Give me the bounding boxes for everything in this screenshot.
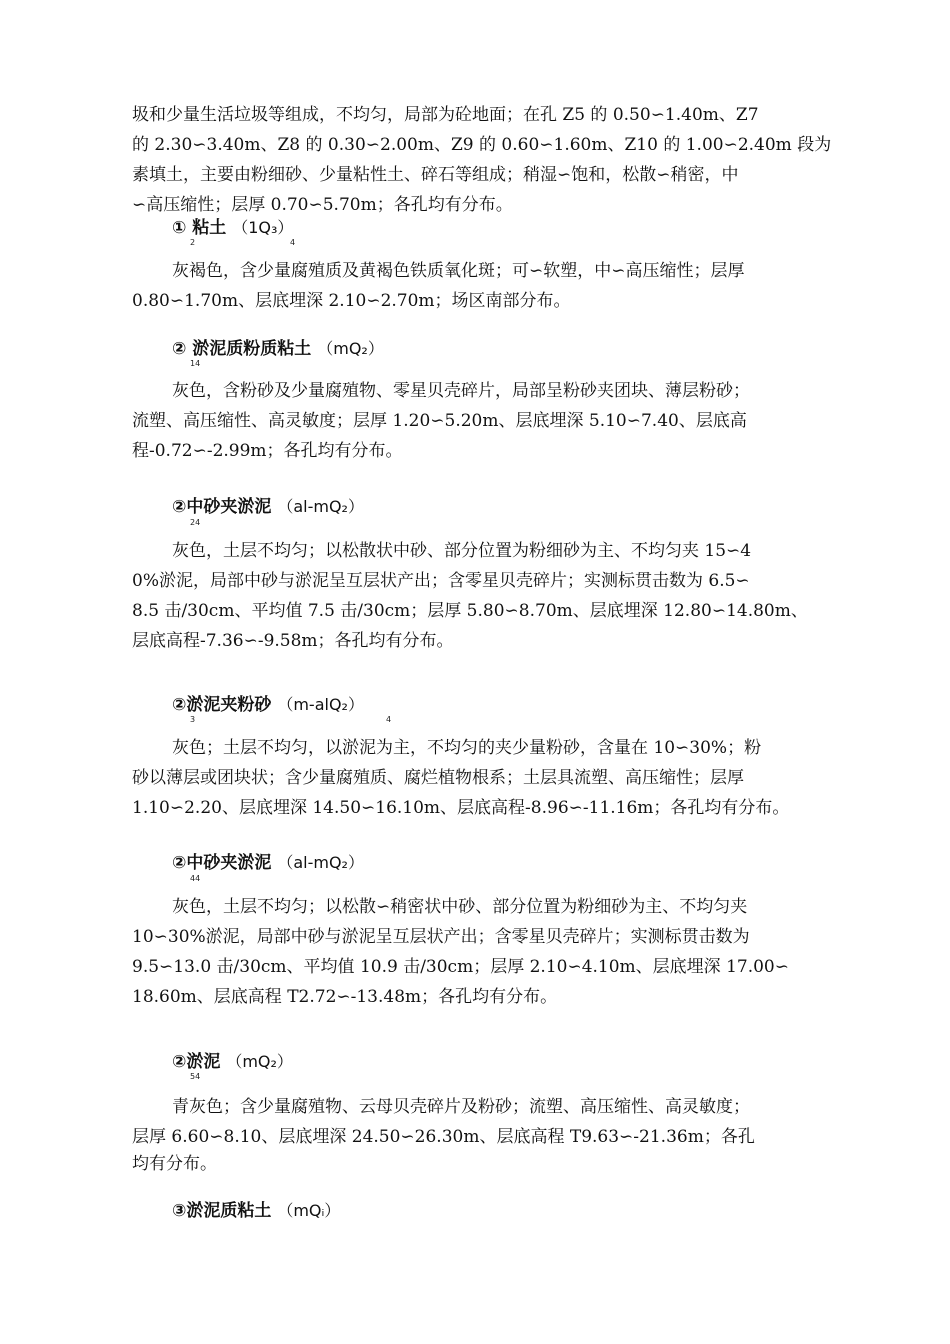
intro-line: ∽高压缩性；层厚 0.70∽5.70m；各孔均有分布。 <box>132 195 513 215</box>
subscript-label: 44 <box>190 874 201 883</box>
paragraph-line: 流塑、高压缩性、高灵敏度；层厚 1.20∽5.20m、层底埋深 5.10∽7.40、层底高 <box>132 411 747 431</box>
section-heading-silt-sand <box>172 690 364 715</box>
section-title: ②淤泥夹粉砂 <box>172 695 272 715</box>
paragraph-line: 青灰色；含少量腐殖物、云母贝壳碎片及粉砂；流塑、高压缩性、高灵敏度； <box>172 1097 750 1117</box>
intro-paragraph <box>132 100 832 220</box>
section-code: （m-alQ₂） <box>277 695 364 714</box>
subscript-label: 4 <box>386 715 392 724</box>
section-title: ②中砂夹淤泥 <box>172 497 272 517</box>
section-title: ① 粘土 <box>172 218 227 238</box>
intro-line: 素填土，主要由粉细砂、少量粘性土、碎石等组成；稍湿∽饱和，松散∽稍密，中 <box>132 165 739 185</box>
section-title: ②中砂夹淤泥 <box>172 853 272 873</box>
intro-line: 圾和少量生活垃圾等组成，不均匀，局部为砼地面；在孔 Z5 的 0.50∽1.40m、Z7 <box>132 105 759 125</box>
section-heading-silty-clay <box>172 334 384 359</box>
intro-line: 的 2.30∽3.40m、Z8 的 0.30∽2.00m、Z9 的 0.60∽1.60m、Z10 的 1.00∽2.40m 段为 <box>132 135 832 155</box>
section-code: （1Q₃） <box>232 218 294 237</box>
subscript-label: 54 <box>190 1072 201 1081</box>
section-heading-silt <box>172 1047 293 1072</box>
section-heading-mucky-clay <box>172 1196 340 1221</box>
paragraph-line: 0.80∽1.70m、层底埋深 2.10∽2.70m；场区南部分布。 <box>132 291 571 311</box>
section-code: （mQ₂） <box>226 1052 293 1071</box>
section-paragraph-silt <box>132 1092 832 1176</box>
section-paragraph-silt-sand <box>132 733 832 823</box>
section-code: （mQ₂） <box>317 339 384 358</box>
paragraph-line: 灰褐色，含少量腐殖质及黄褐色铁质氧化斑；可∽软塑，中∽高压缩性；层厚 <box>172 261 745 281</box>
paragraph-line: 10∽30%淤泥，局部中砂与淤泥呈互层状产出；含零星贝壳碎片；实测标贯击数为 <box>132 927 750 947</box>
section-heading-sand-silt-2 <box>172 848 364 873</box>
section-code: （al-mQ₂） <box>277 853 364 872</box>
paragraph-line: 均有分布。 <box>132 1154 217 1174</box>
paragraph-line: 18.60m、层底高程 T2.72∽-13.48m；各孔均有分布。 <box>132 987 558 1007</box>
section-code: （al-mQ₂） <box>277 497 364 516</box>
section-heading-clay <box>172 213 293 238</box>
section-code: （mQᵢ） <box>277 1201 341 1220</box>
paragraph-line: 1.10∽2.20、层底埋深 14.50∽16.10m、层底高程-8.96∽-11.16m；各孔均有分布。 <box>132 798 790 818</box>
paragraph-line: 砂以薄层或团块状；含少量腐殖质、腐烂植物根系；土层具流塑、高压缩性；层厚 <box>132 768 744 788</box>
section-paragraph-sand-silt-2 <box>132 892 832 1012</box>
section-paragraph-silty-clay <box>132 376 832 466</box>
paragraph-line: 8.5 击/30cm、平均值 7.5 击/30cm；层厚 5.80∽8.70m、层底埋深 12.80∽14.80m、 <box>132 601 808 621</box>
subscript-label: 4 <box>290 238 296 247</box>
paragraph-line: 灰色；土层不均匀，以淤泥为主，不均匀的夹少量粉砂，含量在 10∽30%；粉 <box>172 738 762 758</box>
paragraph-line: 程-0.72∽-2.99m；各孔均有分布。 <box>132 441 403 461</box>
section-title: ② 淤泥质粉质粘土 <box>172 339 312 359</box>
subscript-label: 24 <box>190 518 201 527</box>
paragraph-line: 灰色，土层不均匀；以松散状中砂、部分位置为粉细砂为主、不均匀夹 15∽4 <box>172 541 752 561</box>
paragraph-line: 9.5∽13.0 击/30cm、平均值 10.9 击/30cm；层厚 2.10∽4.10m、层底埋深 17.00∽ <box>132 957 789 977</box>
paragraph-line: 层厚 6.60∽8.10、层底埋深 24.50∽26.30m、层底高程 T9.63∽-21.36m；各孔 <box>132 1127 755 1147</box>
section-title: ②淤泥 <box>172 1052 221 1072</box>
section-paragraph-clay <box>132 256 832 316</box>
subscript-label: 2 <box>190 238 196 247</box>
paragraph-line: 灰色，土层不均匀；以松散∽稍密状中砂、部分位置为粉细砂为主、不均匀夹 <box>172 897 748 917</box>
subscript-label: 3 <box>190 715 196 724</box>
section-paragraph-sand-silt <box>132 536 832 656</box>
subscript-label: 14 <box>190 359 201 368</box>
paragraph-line: 灰色，含粉砂及少量腐殖物、零星贝壳碎片，局部呈粉砂夹团块、薄层粉砂； <box>172 381 750 401</box>
paragraph-line: 层底高程-7.36∽-9.58m；各孔均有分布。 <box>132 631 454 651</box>
section-title: ③淤泥质粘土 <box>172 1201 272 1221</box>
section-heading-sand-silt <box>172 492 364 517</box>
paragraph-line: 0%淤泥，局部中砂与淤泥呈互层状产出；含零星贝壳碎片；实测标贯击数为 6.5∽ <box>132 571 750 591</box>
